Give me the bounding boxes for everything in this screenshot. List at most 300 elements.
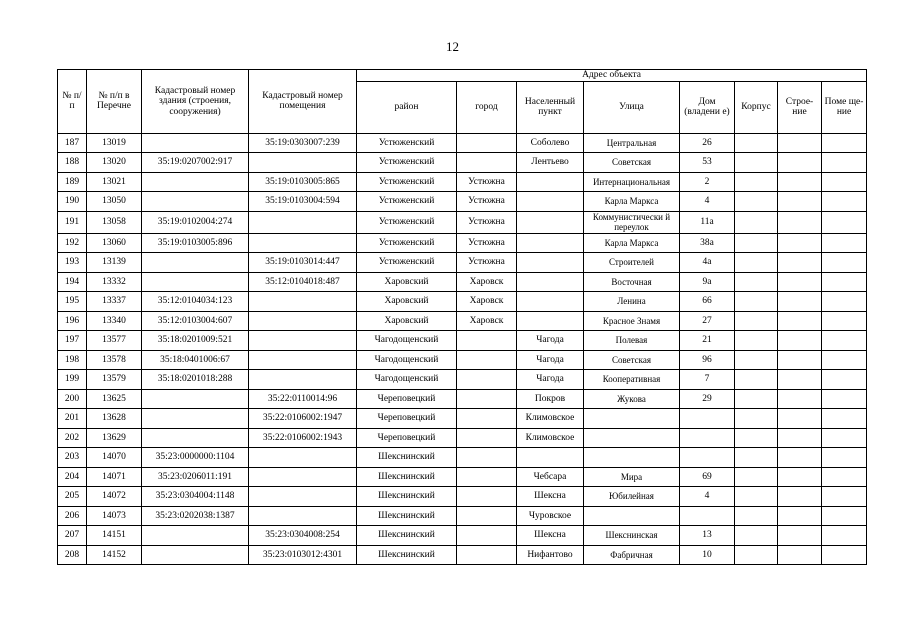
cell-num: 196 [58,311,87,331]
cell-korpus [735,428,778,448]
cell-house [680,428,735,448]
cell-house: 29 [680,389,735,409]
cell-room-cadastral [249,331,357,351]
header-room: Поме ще-ние [822,81,867,133]
cell-district: Шекснинский [357,487,457,507]
cell-city [457,409,517,429]
cell-stroenie [778,506,822,526]
header-num: № п/п [58,70,87,134]
cell-district: Устюженский [357,153,457,173]
cell-num: 194 [58,272,87,292]
header-city: город [457,81,517,133]
cell-city [457,545,517,565]
header-district: район [357,81,457,133]
cell-korpus [735,133,778,153]
cell-building-cadastral: 35:12:0103004:607 [142,311,249,331]
cell-building-cadastral [142,172,249,192]
cell-street: Кооперативная [584,370,680,390]
cell-stroenie [778,428,822,448]
cell-list-num: 13050 [87,192,142,212]
cell-stroenie [778,545,822,565]
table-row [58,467,867,487]
cell-num: 201 [58,409,87,429]
cell-stroenie [778,133,822,153]
cell-list-num: 14073 [87,506,142,526]
cell-street: Советская [584,350,680,370]
cell-house: 38а [680,233,735,253]
header-row-1 [58,70,867,82]
cell-stroenie [778,272,822,292]
cell-city [457,133,517,153]
cell-korpus [735,292,778,312]
cell-street: Полевая [584,331,680,351]
table-row [58,506,867,526]
cell-room [822,272,867,292]
cell-street: Центральная [584,133,680,153]
cell-district: Устюженский [357,253,457,273]
cell-district: Шекснинский [357,506,457,526]
cell-korpus [735,172,778,192]
cell-building-cadastral: 35:19:0103005:896 [142,233,249,253]
cell-korpus [735,526,778,546]
cell-stroenie [778,350,822,370]
cell-district: Чагодощенский [357,331,457,351]
cell-building-cadastral [142,253,249,273]
header-korpus: Корпус [735,81,778,133]
cell-room-cadastral [249,448,357,468]
cell-stroenie [778,409,822,429]
cell-korpus [735,253,778,273]
cell-house: 4 [680,192,735,212]
cell-building-cadastral: 35:23:0304004:1148 [142,487,249,507]
cell-room-cadastral: 35:12:0104018:487 [249,272,357,292]
cell-room-cadastral: 35:19:0103014:447 [249,253,357,273]
cell-city [457,448,517,468]
cell-room-cadastral: 35:23:0103012:4301 [249,545,357,565]
cell-list-num: 14072 [87,487,142,507]
cell-locality: Соболево [517,133,584,153]
cell-district: Устюженский [357,192,457,212]
table-body [58,133,867,565]
cell-city [457,331,517,351]
cell-building-cadastral [142,526,249,546]
cell-district: Череповецкий [357,428,457,448]
cell-list-num: 13577 [87,331,142,351]
cell-house [680,506,735,526]
cell-house: 10 [680,545,735,565]
cell-room-cadastral [249,487,357,507]
cell-korpus [735,487,778,507]
cell-building-cadastral [142,389,249,409]
cell-list-num: 13578 [87,350,142,370]
cell-building-cadastral: 35:18:0401006:67 [142,350,249,370]
cell-street: Красное Знамя [584,311,680,331]
cell-korpus [735,350,778,370]
cell-district: Шекснинский [357,467,457,487]
cell-building-cadastral: 35:12:0104034:123 [142,292,249,312]
cell-city: Харовск [457,272,517,292]
cell-house: 11а [680,211,735,233]
cell-korpus [735,272,778,292]
cell-korpus [735,153,778,173]
cell-room [822,448,867,468]
cell-city: Устюжна [457,253,517,273]
cell-city: Устюжна [457,233,517,253]
cell-korpus [735,370,778,390]
header-house: Дом (владени е) [680,81,735,133]
cell-building-cadastral [142,545,249,565]
cell-room-cadastral [249,292,357,312]
cell-room-cadastral [249,211,357,233]
cell-room [822,233,867,253]
cell-room [822,172,867,192]
table-row [58,350,867,370]
cell-district: Череповецкий [357,409,457,429]
cell-district: Харовский [357,311,457,331]
table-row [58,172,867,192]
cell-num: 188 [58,153,87,173]
table-row [58,448,867,468]
cell-house: 26 [680,133,735,153]
cell-city: Устюжна [457,192,517,212]
cell-city: Устюжна [457,172,517,192]
cell-room [822,428,867,448]
cell-stroenie [778,311,822,331]
cell-stroenie [778,172,822,192]
cell-district: Шекснинский [357,448,457,468]
table-row [58,253,867,273]
cell-room-cadastral: 35:23:0304008:254 [249,526,357,546]
cell-building-cadastral: 35:23:0000000:1104 [142,448,249,468]
cell-stroenie [778,370,822,390]
header-street: Улица [584,81,680,133]
cell-stroenie [778,389,822,409]
cell-city: Устюжна [457,211,517,233]
table-row [58,428,867,448]
cell-building-cadastral [142,133,249,153]
cell-city: Харовск [457,311,517,331]
cell-list-num: 13625 [87,389,142,409]
cell-room-cadastral: 35:22:0106002:1947 [249,409,357,429]
cell-list-num: 13021 [87,172,142,192]
cell-room [822,370,867,390]
table-row [58,153,867,173]
cell-korpus [735,448,778,468]
cell-room [822,331,867,351]
cell-list-num: 13628 [87,409,142,429]
cell-room-cadastral [249,153,357,173]
cell-stroenie [778,211,822,233]
cell-room-cadastral [249,467,357,487]
cell-city [457,487,517,507]
cell-stroenie [778,487,822,507]
cell-room-cadastral [249,233,357,253]
cell-street: Ленина [584,292,680,312]
cell-room [822,545,867,565]
table-row [58,192,867,212]
cell-stroenie [778,467,822,487]
cell-building-cadastral [142,272,249,292]
cell-locality [517,253,584,273]
cell-street: Восточная [584,272,680,292]
cell-city [457,389,517,409]
cell-num: 190 [58,192,87,212]
cell-house: 69 [680,467,735,487]
cell-stroenie [778,292,822,312]
cell-city [457,350,517,370]
header-locality: Населенный пункт [517,81,584,133]
cell-locality: Чагода [517,331,584,351]
header-list-num: № п/п в Перечне [87,70,142,134]
cell-district: Шекснинский [357,526,457,546]
cell-street [584,506,680,526]
cell-house: 4 [680,487,735,507]
cell-street: Строителей [584,253,680,273]
table-row [58,272,867,292]
cell-building-cadastral: 35:18:0201009:521 [142,331,249,351]
cell-locality [517,448,584,468]
cell-locality: Лентьево [517,153,584,173]
cell-stroenie [778,233,822,253]
cell-korpus [735,506,778,526]
cell-district: Устюженский [357,133,457,153]
cell-house: 66 [680,292,735,312]
cell-num: 189 [58,172,87,192]
cell-street: Юбилейная [584,487,680,507]
cell-locality: Чуровское [517,506,584,526]
cell-num: 206 [58,506,87,526]
cell-room-cadastral: 35:22:0106002:1943 [249,428,357,448]
table-row [58,409,867,429]
cell-room [822,192,867,212]
cell-locality: Шексна [517,487,584,507]
cell-list-num: 14151 [87,526,142,546]
cell-district: Череповецкий [357,389,457,409]
cell-district: Устюженский [357,233,457,253]
table-row [58,487,867,507]
cell-building-cadastral: 35:19:0102004:274 [142,211,249,233]
cell-num: 198 [58,350,87,370]
cell-num: 202 [58,428,87,448]
cell-locality [517,192,584,212]
cell-list-num: 13579 [87,370,142,390]
table-row [58,211,867,233]
cell-street [584,428,680,448]
cell-room [822,153,867,173]
cell-street [584,448,680,468]
cell-num: 200 [58,389,87,409]
cell-room [822,467,867,487]
cell-korpus [735,467,778,487]
cell-num: 195 [58,292,87,312]
cell-korpus [735,409,778,429]
cell-stroenie [778,526,822,546]
cell-city: Харовск [457,292,517,312]
cell-num: 193 [58,253,87,273]
cell-room [822,292,867,312]
cell-house: 27 [680,311,735,331]
cell-room [822,253,867,273]
cell-locality: Нифантово [517,545,584,565]
cell-room-cadastral: 35:19:0303007:239 [249,133,357,153]
cell-list-num: 13332 [87,272,142,292]
cell-room [822,389,867,409]
cell-list-num: 13340 [87,311,142,331]
cell-locality [517,272,584,292]
cell-district: Устюженский [357,211,457,233]
cell-street: Жукова [584,389,680,409]
cell-city [457,428,517,448]
cell-korpus [735,311,778,331]
cell-stroenie [778,331,822,351]
cell-house: 4а [680,253,735,273]
cell-num: 204 [58,467,87,487]
cell-city [457,153,517,173]
header-room-cadastral: Кадастровый номер помещения [249,70,357,134]
table-row [58,133,867,153]
cell-street: Шекснинская [584,526,680,546]
cell-house: 9а [680,272,735,292]
cell-num: 197 [58,331,87,351]
cell-list-num: 13337 [87,292,142,312]
cell-street: Мира [584,467,680,487]
objects-table [57,69,867,565]
cell-house: 53 [680,153,735,173]
cell-num: 205 [58,487,87,507]
cell-building-cadastral [142,428,249,448]
cell-room [822,211,867,233]
cell-house: 7 [680,370,735,390]
cell-list-num: 13058 [87,211,142,233]
cell-district: Чагодощенский [357,370,457,390]
cell-building-cadastral [142,192,249,212]
cell-stroenie [778,153,822,173]
cell-locality [517,172,584,192]
cell-num: 208 [58,545,87,565]
table-row [58,331,867,351]
cell-street: Интернациональная [584,172,680,192]
cell-locality [517,211,584,233]
cell-list-num: 13020 [87,153,142,173]
cell-korpus [735,331,778,351]
cell-house: 13 [680,526,735,546]
cell-room [822,409,867,429]
table-row [58,311,867,331]
header-building-cadastral: Кадастровый номер здания (строения, сооружения) [142,70,249,134]
header-address-group: Адрес объекта [357,70,867,82]
table-row [58,389,867,409]
cell-building-cadastral: 35:18:0201018:288 [142,370,249,390]
cell-list-num: 13139 [87,253,142,273]
header-stroenie: Строе-ние [778,81,822,133]
cell-num: 191 [58,211,87,233]
table-row [58,292,867,312]
cell-locality: Климовское [517,428,584,448]
cell-room-cadastral [249,350,357,370]
cell-house: 21 [680,331,735,351]
cell-locality: Климовское [517,409,584,429]
cell-list-num: 14071 [87,467,142,487]
cell-house: 2 [680,172,735,192]
cell-street: Советская [584,153,680,173]
cell-house [680,409,735,429]
cell-list-num: 13019 [87,133,142,153]
cell-stroenie [778,192,822,212]
cell-building-cadastral: 35:23:0202038:1387 [142,506,249,526]
cell-list-num: 13060 [87,233,142,253]
cell-num: 203 [58,448,87,468]
table-row [58,370,867,390]
cell-city [457,370,517,390]
cell-street [584,409,680,429]
cell-num: 187 [58,133,87,153]
cell-room-cadastral: 35:19:0103005:865 [249,172,357,192]
cell-city [457,506,517,526]
cell-district: Шекснинский [357,545,457,565]
page-number: 12 [446,39,459,54]
cell-locality: Чагода [517,370,584,390]
cell-room [822,487,867,507]
cell-room-cadastral [249,506,357,526]
cell-building-cadastral: 35:23:0206011:191 [142,467,249,487]
cell-district: Харовский [357,272,457,292]
cell-stroenie [778,448,822,468]
cell-city [457,526,517,546]
cell-room-cadastral [249,370,357,390]
cell-room-cadastral [249,311,357,331]
cell-list-num: 14152 [87,545,142,565]
cell-room [822,506,867,526]
cell-korpus [735,233,778,253]
cell-street: Коммунистически й переулок [584,211,680,233]
cell-num: 207 [58,526,87,546]
cell-num: 199 [58,370,87,390]
cell-room [822,350,867,370]
cell-building-cadastral: 35:19:0207002:917 [142,153,249,173]
cell-house [680,448,735,468]
cell-korpus [735,192,778,212]
cell-locality: Чагода [517,350,584,370]
cell-street: Фабричная [584,545,680,565]
cell-locality: Покров [517,389,584,409]
cell-stroenie [778,253,822,273]
cell-locality [517,292,584,312]
cell-korpus [735,211,778,233]
cell-street: Карла Маркса [584,233,680,253]
cell-num: 192 [58,233,87,253]
cell-list-num: 13629 [87,428,142,448]
cell-district: Харовский [357,292,457,312]
cell-room-cadastral: 35:19:0103004:594 [249,192,357,212]
cell-building-cadastral [142,409,249,429]
cell-korpus [735,545,778,565]
cell-room [822,133,867,153]
cell-room [822,526,867,546]
cell-district: Устюженский [357,172,457,192]
cell-korpus [735,389,778,409]
cell-house: 96 [680,350,735,370]
cell-locality [517,311,584,331]
table-row [58,233,867,253]
cell-city [457,467,517,487]
cell-street: Карла Маркса [584,192,680,212]
table-row [58,545,867,565]
cell-list-num: 14070 [87,448,142,468]
cell-locality [517,233,584,253]
cell-room [822,311,867,331]
cell-room-cadastral: 35:22:0110014:96 [249,389,357,409]
cell-locality: Чебсара [517,467,584,487]
